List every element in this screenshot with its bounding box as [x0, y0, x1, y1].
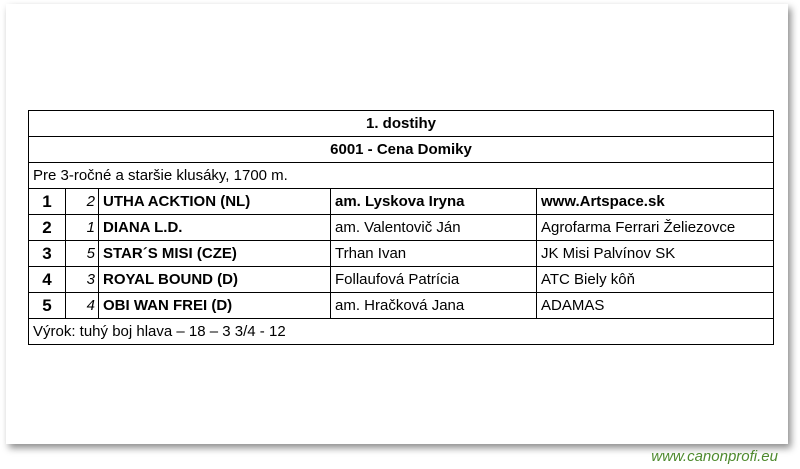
table-row	[29, 189, 774, 215]
table-row	[29, 215, 774, 241]
start-number-cell: 5	[66, 241, 99, 267]
place-cell: 2	[29, 215, 66, 241]
race-heading: 1. dostihy	[29, 111, 774, 137]
owner-cell: ADAMAS	[537, 293, 774, 319]
start-number-cell: 2	[66, 189, 99, 215]
driver-cell: am. Lyskova Iryna	[331, 189, 537, 215]
race-results-table	[28, 110, 774, 345]
place-cell: 1	[29, 189, 66, 215]
place-cell: 3	[29, 241, 66, 267]
owner-cell: ATC Biely kôň	[537, 267, 774, 293]
race-conditions-row	[29, 163, 774, 189]
horse-name-cell: DIANA L.D.	[99, 215, 331, 241]
start-number-cell: 4	[66, 293, 99, 319]
driver-cell: am. Hračková Jana	[331, 293, 537, 319]
race-name: 6001 - Cena Domiky	[29, 137, 774, 163]
table-row	[29, 293, 774, 319]
race-conditions: Pre 3-ročné a staršie klusáky, 1700 m.	[29, 163, 774, 189]
owner-cell: www.Artspace.sk	[537, 189, 774, 215]
horse-name-cell: ROYAL BOUND (D)	[99, 267, 331, 293]
race-summary-row	[29, 319, 774, 345]
start-number-cell: 3	[66, 267, 99, 293]
driver-cell: Follaufová Patrícia	[331, 267, 537, 293]
document-page	[6, 4, 788, 444]
horse-name-cell: STAR´S MISI (CZE)	[99, 241, 331, 267]
horse-name-cell: UTHA ACKTION (NL)	[99, 189, 331, 215]
race-summary: Výrok: tuhý boj hlava – 18 – 3 3/4 - 12	[29, 319, 774, 345]
horse-name-cell: OBI WAN FREI (D)	[99, 293, 331, 319]
place-cell: 4	[29, 267, 66, 293]
table-row	[29, 267, 774, 293]
table-row	[29, 241, 774, 267]
owner-cell: Agrofarma Ferrari Želiezovce	[537, 215, 774, 241]
race-name-row	[29, 137, 774, 163]
driver-cell: am. Valentovič Ján	[331, 215, 537, 241]
start-number-cell: 1	[66, 215, 99, 241]
watermark-text: www.canonprofi.eu	[651, 448, 778, 465]
owner-cell: JK Misi Palvínov SK	[537, 241, 774, 267]
race-heading-row	[29, 111, 774, 137]
place-cell: 5	[29, 293, 66, 319]
driver-cell: Trhan Ivan	[331, 241, 537, 267]
